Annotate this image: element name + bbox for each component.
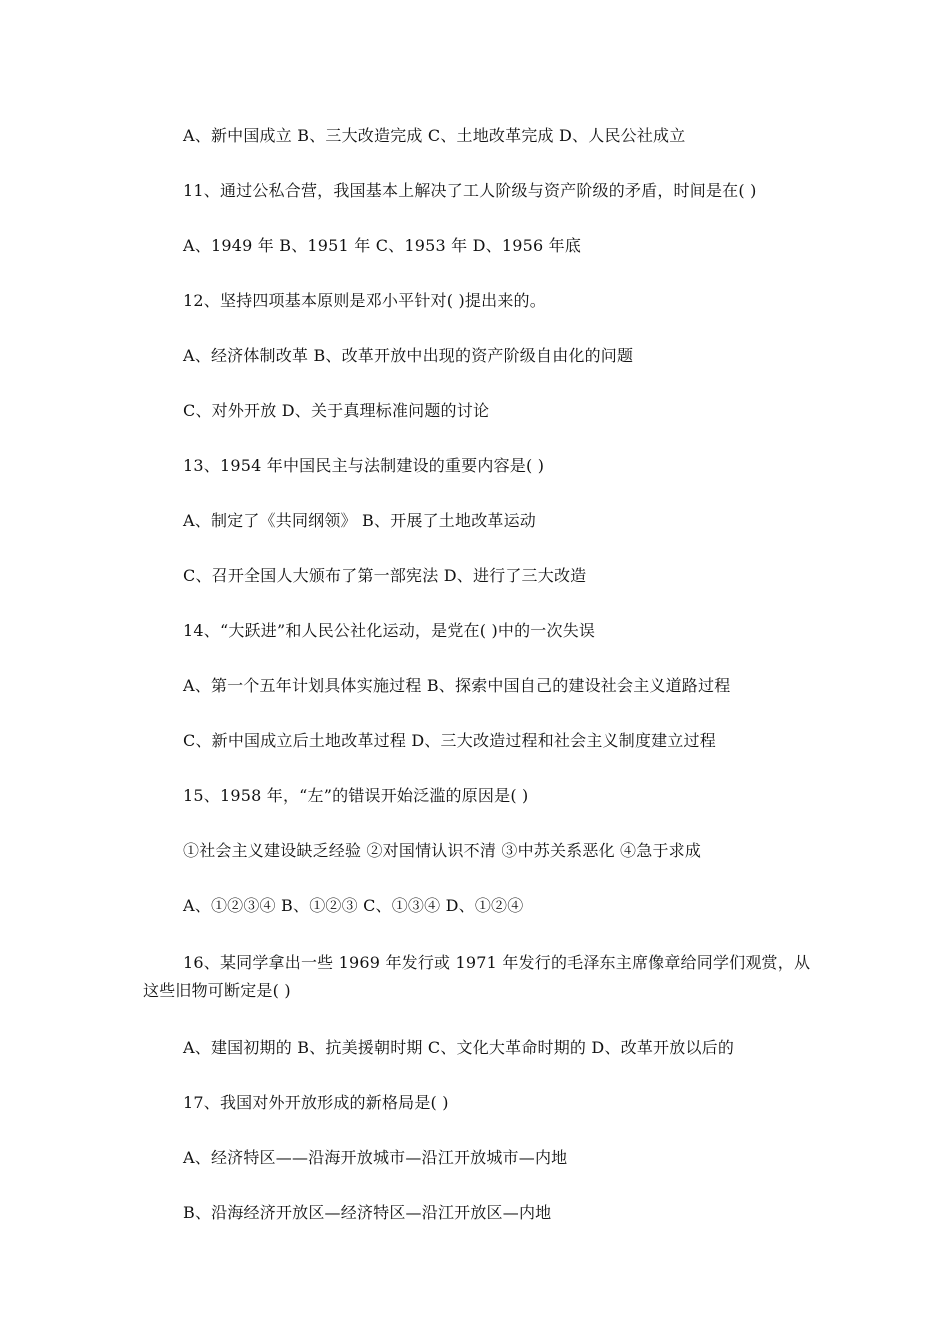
- q16-question: 16、某同学拿出一些 1969 年发行或 1971 年发行的毛泽东主席像章给同学们观赏，从这些旧物可断定是( ): [143, 953, 811, 1000]
- q13-options-cd: C、召开全国人大颁布了第一部宪法 D、进行了三大改造: [183, 566, 587, 585]
- q17-option-b: B、沿海经济开放区—经济特区—沿江开放区—内地: [183, 1203, 552, 1222]
- q12-options-cd: C、对外开放 D、关于真理标准问题的讨论: [183, 401, 490, 420]
- q11-question: 11、通过公私合营，我国基本上解决了工人阶级与资产阶级的矛盾，时间是在( ): [183, 181, 757, 200]
- q11-options: A、1949 年 B、1951 年 C、1953 年 D、1956 年底: [183, 236, 582, 255]
- q16-options: A、建国初期的 B、抗美援朝时期 C、文化大革命时期的 D、改革开放以后的: [183, 1038, 735, 1057]
- q15-statements: ①社会主义建设缺乏经验 ②对国情认识不清 ③中苏关系恶化 ④急于求成: [183, 841, 702, 860]
- q17-option-a: A、经济特区——沿海开放城市—沿江开放城市—内地: [183, 1148, 568, 1167]
- q15-question: 15、1958 年，“左”的错误开始泛滥的原因是( ): [183, 786, 529, 805]
- q14-question: 14、“大跃进”和人民公社化运动，是党在( )中的一次失误: [183, 621, 596, 640]
- q13-options-ab: A、制定了《共同纲领》 B、开展了土地改革运动: [183, 511, 536, 530]
- q14-options-ab: A、第一个五年计划具体实施过程 B、探索中国自己的建设社会主义道路过程: [183, 676, 731, 695]
- q12-question: 12、坚持四项基本原则是邓小平针对( )提出来的。: [183, 291, 546, 310]
- q14-options-cd: C、新中国成立后土地改革过程 D、三大改造过程和社会主义制度建立过程: [183, 731, 716, 750]
- q12-options-ab: A、经济体制改革 B、改革开放中出现的资产阶级自由化的问题: [183, 346, 634, 365]
- q10-options: A、新中国成立 B、三大改造完成 C、土地改革完成 D、人民公社成立: [183, 126, 686, 145]
- q17-question: 17、我国对外开放形成的新格局是( ): [183, 1093, 449, 1112]
- q13-question: 13、1954 年中国民主与法制建设的重要内容是( ): [183, 456, 545, 475]
- q15-options: A、①②③④ B、①②③ C、①③④ D、①②④: [183, 896, 524, 915]
